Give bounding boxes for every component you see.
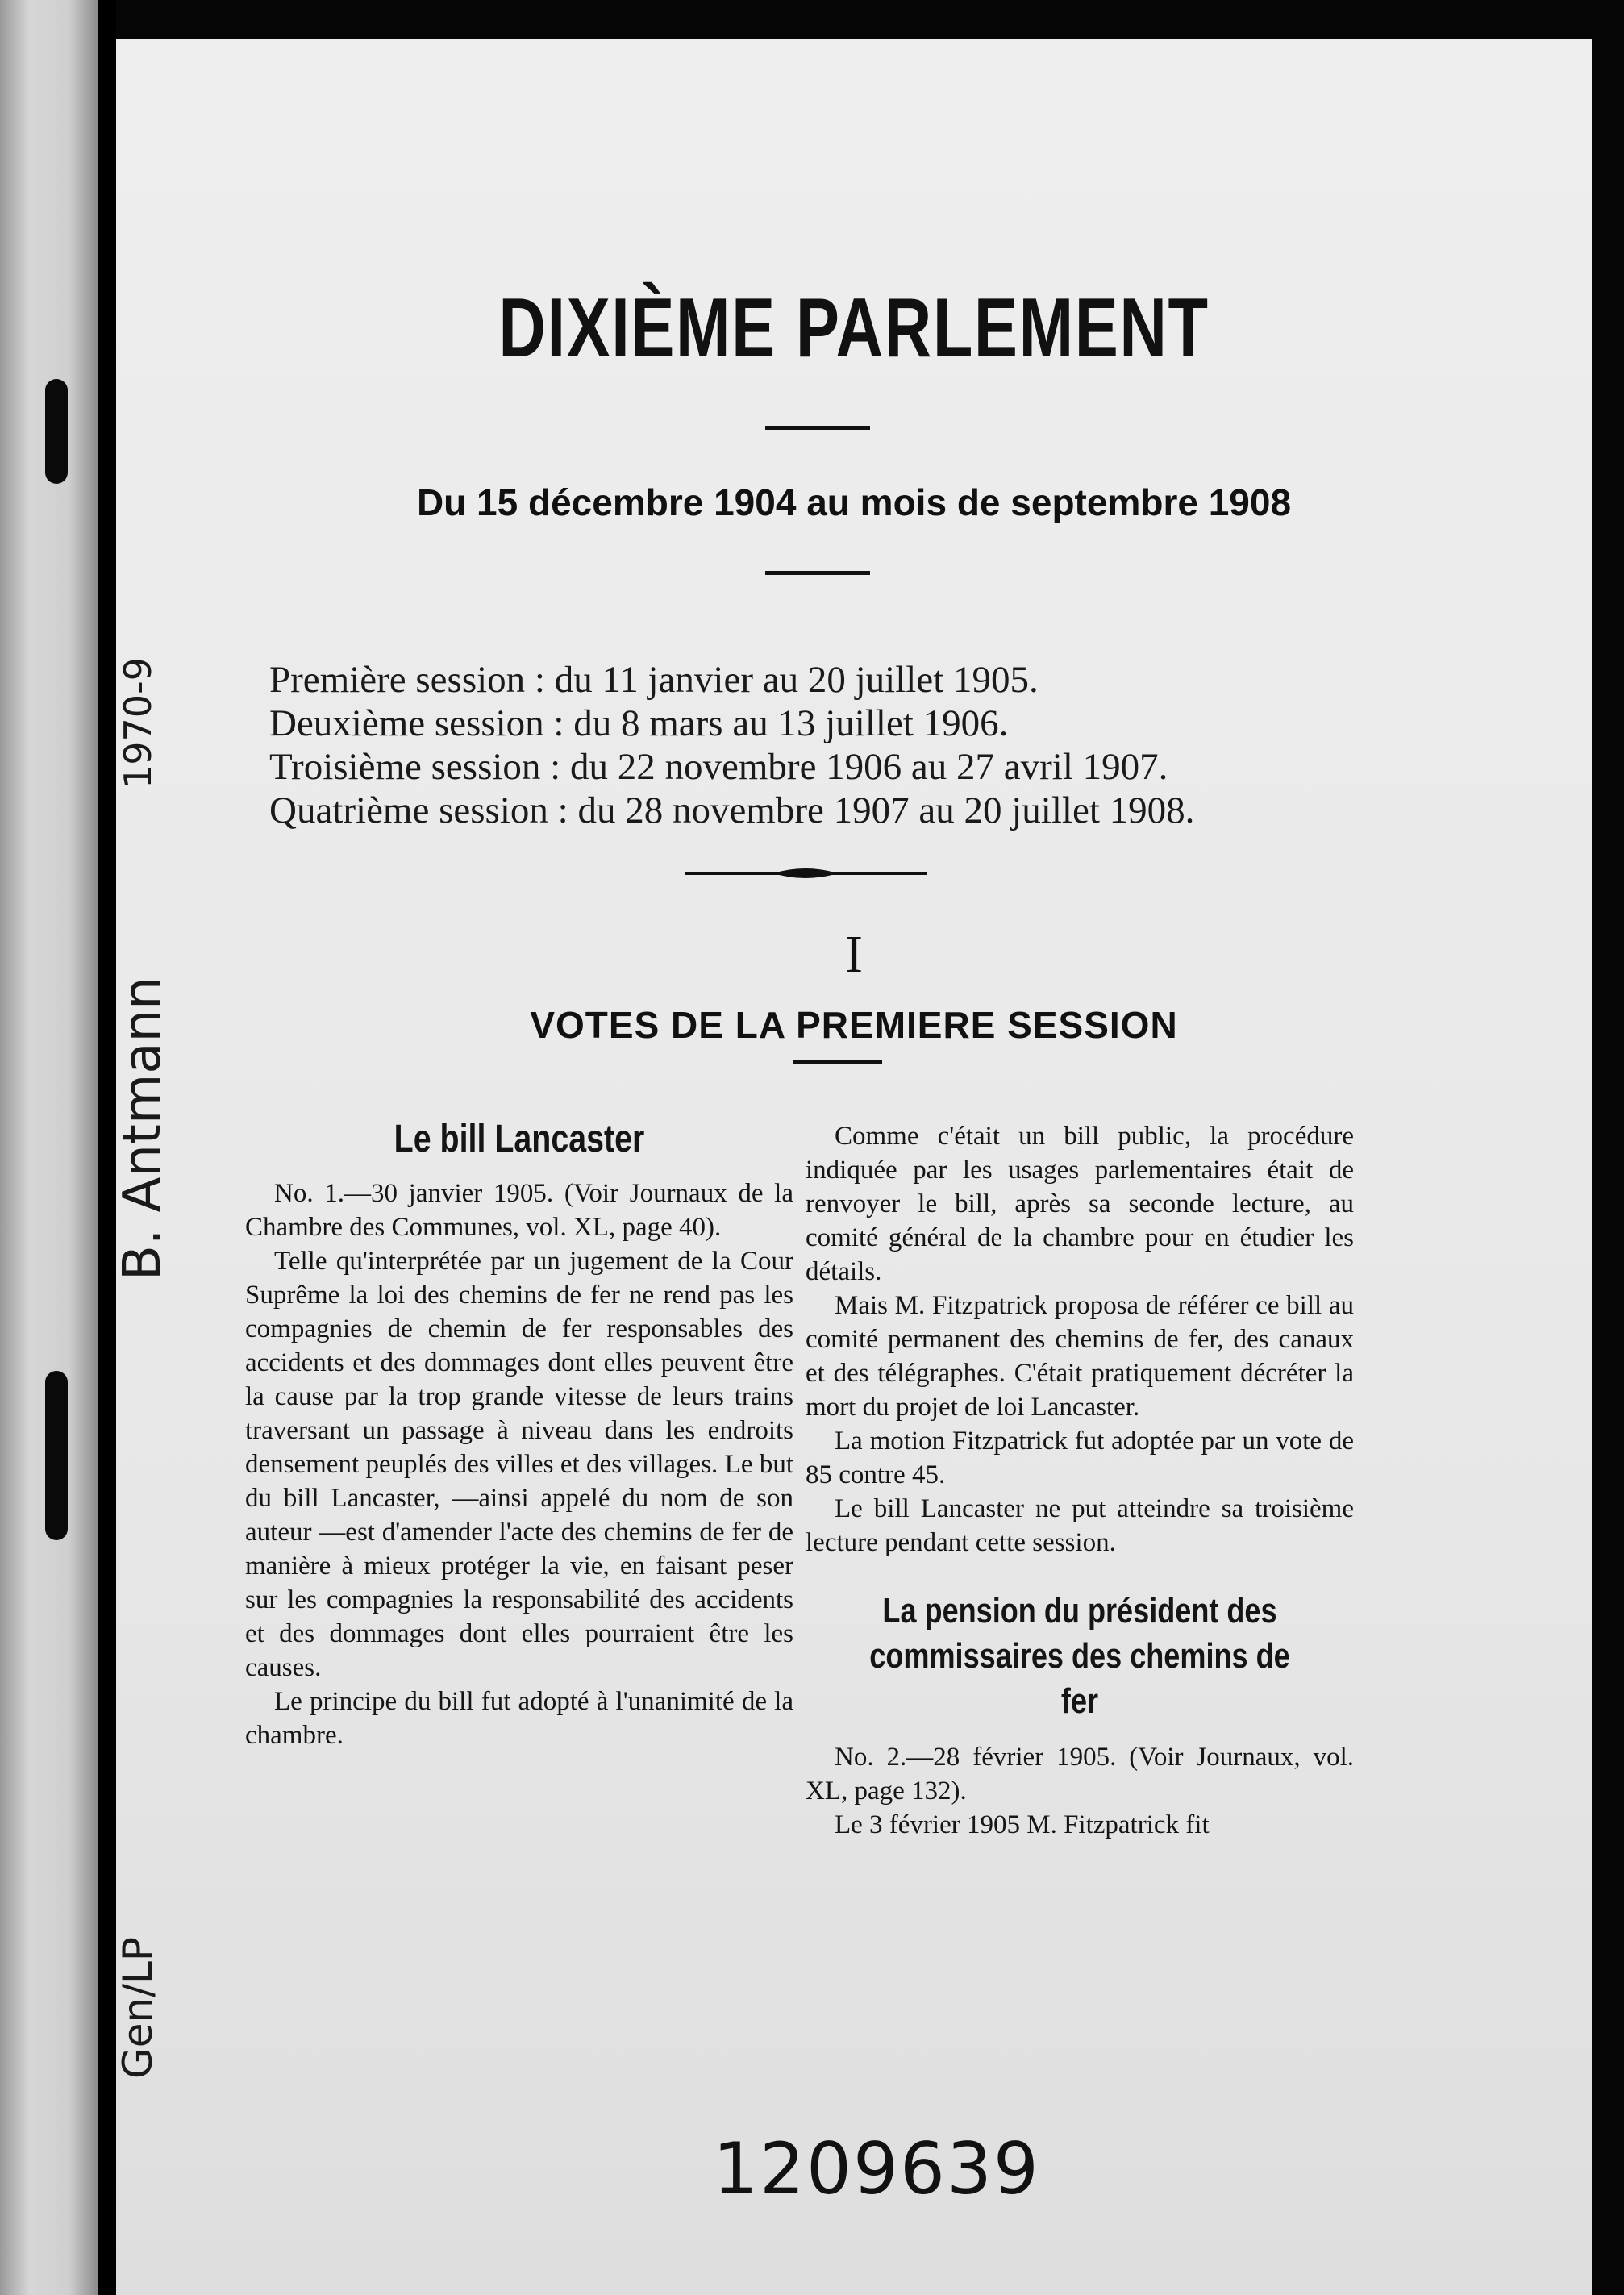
session-line: Quatrième session : du 28 novembre 1907 au 20 juillet 1908.	[269, 789, 1195, 831]
article-paragraph: Mais M. Fitzpatrick proposa de référer ce bill au comité permanent des chemins de fer, des canaux et des télégraphes. C'était pratiquement décréter la mort du projet de loi Lancaster.	[806, 1291, 1354, 1422]
sessions-list	[269, 658, 1194, 832]
handwritten-number: 1209639	[713, 2127, 1040, 2210]
adjacent-page-strip	[0, 0, 98, 2295]
section-title: VOTES DE LA PREMIERE SESSION	[530, 1004, 1178, 1046]
ornamental-divider	[685, 861, 927, 885]
page-subtitle: Du 15 décembre 1904 au mois de septembre 1908	[416, 481, 1292, 523]
binding-mark	[45, 379, 68, 484]
divider-rule	[765, 426, 870, 430]
margin-call-number: 1970-9	[116, 657, 160, 789]
binding-mark	[45, 1371, 68, 1540]
margin-shelf-note: Gen/LP	[115, 1936, 161, 2079]
article-paragraph: Telle qu'interprétée par un jugement de la Cour Suprême la loi des chemins de fer ne rend pas les compagnies de chemin de fer responsables des accidents et des dommages dont elles peuvent être la cause par la trop grande vitesse de leurs trains traversant un passage à niveau dans les endroits densement peuplés des villes et des villages. Le but du bill Lancaster, —ainsi appelé du nom de son auteur —est d'amender l'acte des chemins de fer de manière à mieux protéger la vie, en faisant peser sur les compagnies la responsabilité des accidents et des dommages dont elles pourraient être les causes.	[245, 1247, 793, 1682]
session-line: Deuxième session : du 8 mars au 13 juillet 1906.	[269, 702, 1009, 744]
article-paragraph: Le 3 février 1905 M. Fitzpatrick fit	[835, 1810, 1210, 1839]
article-paragraph: Le bill Lancaster ne put atteindre sa troisième lecture pendant cette session.	[806, 1494, 1354, 1557]
article-paragraph: No. 2.—28 février 1905. (Voir Journaux, vol. XL, page 132).	[806, 1743, 1354, 1806]
document-page	[113, 39, 1592, 2295]
article-paragraph: No. 1.—30 janvier 1905. (Voir Journaux de la Chambre des Communes, vol. XL, page 40).	[245, 1179, 793, 1242]
divider-rule	[793, 1060, 882, 1064]
left-column	[245, 1115, 793, 1752]
margin-author-note: B. Antmann	[113, 977, 173, 1281]
article-heading: La pension du président des commissaires des chemins de fer	[869, 1591, 1290, 1721]
article-paragraph: La motion Fitzpatrick fut adoptée par un vote de 85 contre 45.	[806, 1427, 1354, 1489]
session-line: Troisième session : du 22 novembre 1906 au 27 avril 1907.	[269, 746, 1168, 788]
right-column	[806, 1119, 1354, 1842]
article-paragraph: Le principe du bill fut adopté à l'unanimité de la chambre.	[245, 1687, 793, 1750]
session-line: Première session : du 11 janvier au 20 juillet 1905.	[269, 659, 1039, 701]
divider-rule	[765, 571, 870, 575]
page-title: DIXIÈME PARLEMENT	[498, 281, 1210, 375]
article-paragraph: Comme c'était un bill public, la procédure indiquée par les usages parlementaires était de renvoyer le bill, après sa seconde lecture, au comité général de la chambre pour en étudier les détails.	[806, 1122, 1354, 1286]
section-number: I	[845, 925, 863, 984]
article-heading: Le bill Lancaster	[394, 1118, 645, 1160]
